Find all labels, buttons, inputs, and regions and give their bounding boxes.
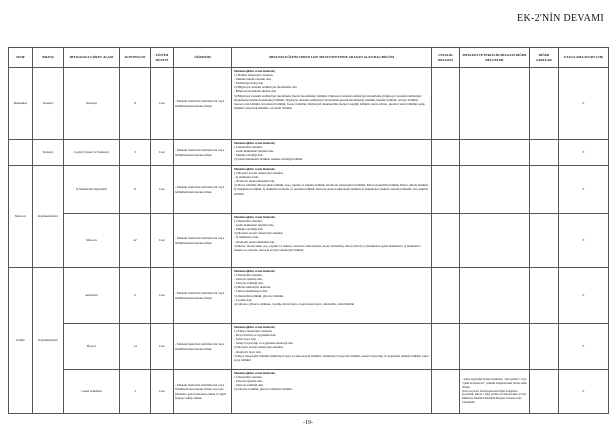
ustalik-cell <box>432 370 460 414</box>
sart-cell <box>530 68 559 140</box>
ogrenim-cell: - Mesleki liselerden belirtilen dal veya bölümlerinden mezun olmak <box>174 166 232 214</box>
req-line: - Otomotiv elektromekanik dalı, <box>234 179 276 184</box>
col-header: BRANŞ <box>33 48 64 68</box>
ub-cell: E <box>559 214 609 268</box>
req-line: - İş makineleri dalı, <box>234 175 259 180</box>
req-line: 2) Metal teknolojisi alanının, <box>234 285 272 290</box>
table-row <box>9 370 609 414</box>
table-header-row <box>9 48 609 68</box>
col-header: USTALIK BELGESİ <box>432 48 460 68</box>
req-line: 3) Denizcilik bölümü, güverte bölümü, <box>234 293 284 298</box>
req-line: - Çelik konstrüksiyon dalı, <box>234 289 268 294</box>
req-line: 3) Bilgisayar destekli endüstriyel modelleme (metal modelleme) bölümü, bilgisayar destekli endüstriyel modelleme (bilgisayar destekli endüstriyel modelleme/plastik modelleme) bölümü, bilgisayar destekli endüstriyel modelleme/plastik modelleme) bölümü, makine bölümü, tesviye bölümü, motorcu dal bölümü, ferrometal bölümü, frezeci bölümü, bilgisayarlı makinecilik (kontrol tezgâh) bölümü, metal eritme, (kontrol tesisi bölümü, kalıp bölümü, kalıpçılık bölümü, ısıl işlem bölümü. <box>234 93 425 110</box>
ub-cell: E <box>559 140 609 166</box>
requirements-table <box>8 47 609 414</box>
ustalik-cell <box>432 214 460 268</box>
ub-cell: E <box>559 370 609 414</box>
egitim-cell: Lise <box>151 166 174 214</box>
ustalik-cell <box>432 324 460 370</box>
req-line: 1) Denizcilik alanının, <box>234 219 263 224</box>
table-row <box>9 268 609 324</box>
req-line: - Gemi makineleri işletimi dalı, <box>234 149 275 154</box>
req-line: 1) Motorlu araçlar teknolojisi alanının, <box>234 171 284 176</box>
kontenjan-cell: 8 <box>120 68 151 140</box>
sart-cell <box>530 214 559 268</box>
req-line: 2) Motorlu araçlar teknolojisi alanının, <box>234 345 284 350</box>
alan-cell: Atmaulcu <box>64 268 120 324</box>
col-header: KONTENJAN <box>120 48 151 68</box>
req-title: Mesleki eğitim veren liselerde; <box>234 141 276 145</box>
req-line: 1) Denizcilik alanının, <box>234 375 263 380</box>
col-header: MESLEKİ EĞİTİM VEREN LİSE MEZUNİYETİNDE ARANAN ALAN/DAL/BÖLÜM <box>232 48 432 68</box>
col-header: EĞİTİM DÜZEYİ <box>151 48 174 68</box>
table-row <box>9 166 609 214</box>
egitim-cell: Lise <box>151 370 174 414</box>
req-title: Mesleki eğitim veren liselerde; <box>234 269 276 273</box>
req-title: Mesleki eğitim veren liselerde; <box>234 69 276 73</box>
requirements-cell <box>232 214 432 268</box>
ogrenim-cell: - Mesleki liselerden belirtilen dal veya bölümlerinden mezun olmak <box>174 268 232 324</box>
sart-cell <box>530 324 559 370</box>
req-title: Mesleki eğitim veren liselerde; <box>234 215 276 219</box>
sart-cell <box>530 166 559 214</box>
req-line: - İş makineleri dalı, <box>234 235 259 240</box>
req-line: - Otomotiv boya dalı, <box>234 349 262 354</box>
col-header: İHTİSASALT GÖREV ALANI <box>64 48 120 68</box>
req-line: 3) Boya teknolojisi bölümü endüstriyel boya ve dekorasyon bölümü, endüstriyel boyacılık bölümü, sanayi boyacılığı ve uygulama tekniği bölümü, sanat boya bölümü <box>234 353 429 362</box>
kontenjan-cell: 6 <box>120 268 151 324</box>
col-header: MESLEKİ YETERLİLİK BELGESİ DİĞER BELGELER <box>460 48 530 68</box>
egitim-cell: Lise <box>151 140 174 166</box>
alan-cell: Çeşitçi (Lisanı ve Yakınısı) <box>64 140 120 166</box>
ustalik-cell <box>432 68 460 140</box>
page-number: -19- <box>303 420 313 426</box>
col-header: SINIF <box>9 48 33 68</box>
belge-cell <box>460 214 530 268</box>
req-line: - Sanat boya dalı, <box>234 337 257 342</box>
kontenjan-cell: 3 <box>120 370 151 414</box>
alan-cell: Genel Adamlan <box>64 370 120 414</box>
req-line: 2) Motorlu araçlar teknolojisi alanının <box>234 231 283 236</box>
table-row <box>9 214 609 268</box>
kontenjan-cell: 3 <box>120 140 151 166</box>
egitim-cell: Lise <box>151 324 174 370</box>
req-line: 2) Motor bölümü, Motorculuk bölümü, Araç yapımı ve bakımı bölümü, Otomotiv teknolojileri bölümü, Motor (benzinli) bölümü, Motor (dizel) bölümü, İş makineleri bölümü, İş makineleri bakımı ve onarımı bölümü, Motorlu araçlar teknolojisi bölümü, İş makineleri (bakım onarımı) bölümü, Oto elektrik bölümü <box>234 183 429 196</box>
alan-cell: Boyacı <box>64 324 120 370</box>
ub-cell: E <box>559 268 609 324</box>
req-line: - Bilgisayarlı makine imalatı dalı <box>234 89 277 94</box>
ub-cell: E <box>559 324 609 370</box>
belge-cell <box>460 166 530 214</box>
kontenjan-cell: 14 <box>120 324 151 370</box>
brans-cell: Tesisatçı <box>33 140 64 166</box>
sinif-cell <box>9 140 33 166</box>
req-line: - Loyalık dalı, <box>234 297 253 302</box>
egitim-cell: Lise <box>151 68 174 140</box>
ref-line: (Usta boyacısı fanda kılavuzlu ilgili belgelerin geçerlilik, süresi 1 (bir) yıldan az olmayacaktır.) Usta Makinası Mesleki Yeterlilik Belgesi Verenere kaz formdudur <box>462 388 527 405</box>
req-line: - Gemi makineleri işletimi dalı, <box>234 223 275 228</box>
brans-cell: Tesisatçı <box>33 68 64 140</box>
req-line: - Makine zabitliği dalı, <box>234 153 264 158</box>
ub-cell: E <box>559 68 609 140</box>
ogrenim-cell: - Mesleki liselerden belirtilen dal veya bölümlerinden mezun olmak <box>174 140 232 166</box>
belge-cell <box>460 268 530 324</box>
req-line: - Güverte işletimi dalı, <box>234 277 263 282</box>
req-line: - Güverte zabitliği dalı, <box>234 383 264 388</box>
req-line: - Endüstriyel kalıp dalı <box>234 81 264 86</box>
requirements-cell <box>232 370 432 414</box>
ub-cell: E <box>559 166 609 214</box>
brans-cell: Kaynakçılıkları <box>33 268 64 414</box>
ogrenim-cell: - Mesleki liselerden belirtilen dal veya bölümlerinden mezun olmak <box>174 68 232 140</box>
ustalik-cell <box>432 140 460 166</box>
table-row <box>9 140 609 166</box>
ogrenim-cell: - Mesleki liselerden belirtilen dal veya bölümlerinden mezun olmak <box>174 214 232 268</box>
col-header: DİĞER ŞARTLAR <box>530 48 559 68</box>
req-line: 1) Makine teknolojisi alanının, <box>234 73 274 78</box>
req-line: - Güverte işletimi dalı, <box>234 379 263 384</box>
sinif-cell: Motorcu <box>9 166 33 268</box>
requirements-cell <box>232 166 432 214</box>
req-line: 1) Kimya teknolojisi alanının, <box>234 329 273 334</box>
egitim-cell: Lise <box>151 214 174 268</box>
req-title: Mesleki eğitim veren liselerde; <box>234 371 276 375</box>
sinif-cell: Mekanikçi <box>9 68 33 140</box>
requirements-cell <box>232 140 432 166</box>
ustalik-cell <box>432 268 460 324</box>
req-line: - Otomotiv elektromekanik dalı, <box>234 239 276 244</box>
req-line: 2) Bilgisayar destekli endüstriyel modelleme dalı <box>234 85 297 90</box>
ustalik-cell <box>432 166 460 214</box>
table-row <box>9 68 609 140</box>
kontenjan-cell: 11 <box>120 166 151 214</box>
alan-cell: Tesisatçı <box>64 68 120 140</box>
belge-cell <box>460 324 530 370</box>
alan-cell: İş Makineleri Operatörü <box>64 166 120 214</box>
req-line: - Makine bakım onarımı dalı, <box>234 77 272 82</box>
sinif-cell: Pomm <box>9 268 33 414</box>
alan-cell: Motorcu <box>64 214 120 268</box>
ogrenim-cell: - Mesleki liselerden belirtilen dal veya bölümlerinden mezun olmak <box>174 324 232 370</box>
req-line: 2) Güverte bölümü, güverte rehmane bölümü <box>234 387 292 392</box>
belge-cell <box>460 68 530 140</box>
requirements-cell <box>232 268 432 324</box>
req-line: 2) Gemi makineleri bölümü, makine zabitliği bölümü <box>234 157 303 162</box>
req-line: 3) Motor, motorculuk, araç yapımı ve bakımı, otomotiv teknolojileri, motor (benzinli), motor (dizel), iş makineleri, gemi makineleri, iş makineleri bakımı ve onarımı, motorlu araçlar teknolojisi bölümü <box>234 243 421 252</box>
page-title: EK-2'NİN DEVAMI <box>517 13 604 24</box>
req-line: - Makine zabitliği dalı, <box>234 227 264 232</box>
req-title: Mesleki eğitim veren liselerde; <box>234 325 276 329</box>
col-header: ÖĞRENİM <box>174 48 232 68</box>
sart-cell <box>530 370 559 414</box>
requirements-cell <box>232 68 432 140</box>
col-header: UYGULAMA SINAVI (UB) <box>559 48 609 68</box>
req-line: 1) Denizcilik alanının, <box>234 273 263 278</box>
ogrenim-cell: - Mesleki liselerden belirtilen dal veya bölümlerinden mezun olmak veya lise (mesleki, genel) mezunu olmak ve ilgili belgeye sahip olmak. <box>174 370 232 414</box>
req-line: - Güverte zabitliği dalı, <box>234 281 264 286</box>
req-line: 4) Güverte, güverte rehmane, loyalık, metal işleri, otojen metal işleri, denizcilik, çelik bölümü <box>234 301 355 306</box>
ref-line: - Alası aşağıdaki branşta belirtilen "usta gemici" veya "gemi kotarmacısı" yetkilik belgelerinden birine sahip olmak. <box>462 377 528 389</box>
belge-cell <box>460 140 530 166</box>
sart-cell <box>530 268 559 324</box>
belge-cell <box>460 370 530 414</box>
req-line: - Boya üretimi ve uygulama dalı, <box>234 333 277 338</box>
kontenjan-cell: 42 <box>120 214 151 268</box>
egitim-cell: Lise <box>151 268 174 324</box>
sart-cell <box>530 140 559 166</box>
requirements-cell <box>232 324 432 370</box>
table-row <box>9 324 609 370</box>
req-line: 1) Denizcilik alanının, <box>234 145 263 150</box>
brans-cell: Kaynakçılıkları <box>33 166 64 268</box>
req-line: - Sanayi boyacılığı ve uygulama teknoloji dalı <box>234 341 293 346</box>
req-title: Mesleki eğitim veren liselerde; <box>234 167 276 171</box>
